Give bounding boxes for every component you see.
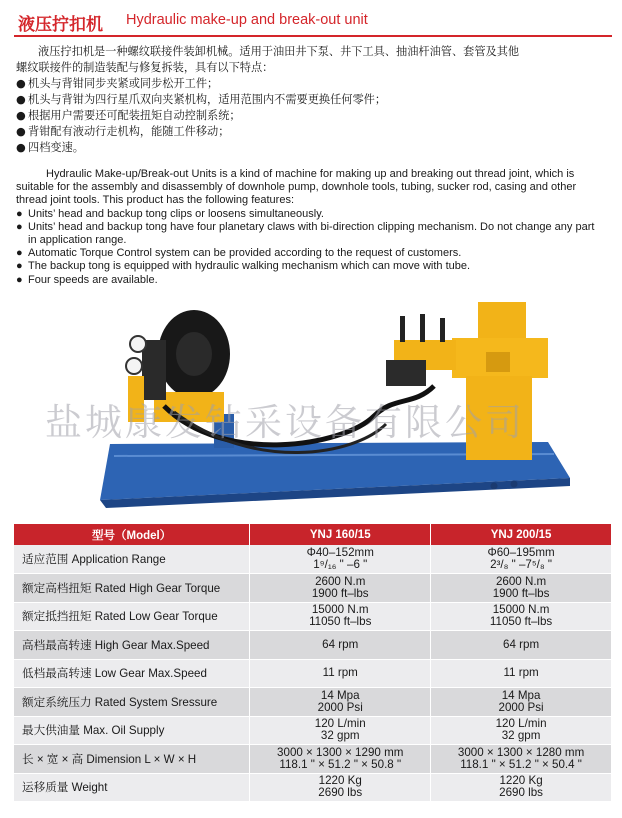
chinese-feature [16, 140, 606, 156]
bullet-icon: ● [16, 93, 26, 106]
watermark: 盐城康发钻采设备有限公司 [45, 401, 525, 444]
chinese-feature-text: 机头与背钳同步夹紧或同步松开工件； [28, 77, 219, 90]
header [14, 8, 612, 38]
english-intro: Hydraulic Make-up/Break-out Units is a kind of machine for making up and breaking out thread joint, which is suitable for the assembly and disassembly of downhole pump, downhole tools, tubing, sucker rod, casing and other thread joint tools. This product has the following features: [16, 168, 577, 207]
value-ynj200: 15000 N.m 11050 ft–lbs [431, 602, 612, 631]
value-ynj160: 14 Mpa 2000 Psi [250, 688, 431, 717]
spec-header-row [14, 524, 612, 545]
value-ynj160: 11 rpm [250, 659, 431, 688]
english-feature-text: Four speeds are available. [28, 273, 158, 286]
table-row [14, 602, 612, 631]
english-description [16, 168, 606, 287]
row-label: 额定抵挡扭矩 Rated Low Gear Torque [14, 602, 250, 631]
row-label: 运移质量 Weight [14, 773, 250, 802]
value-ynj200: 64 rpm [431, 631, 612, 660]
english-feature-text: Units’ head and backup tong clips or loosens simultaneously. [28, 207, 324, 220]
row-label: 额定高档扭矩 Rated High Gear Torque [14, 574, 250, 603]
value-ynj160: 2600 N.m 1900 ft–lbs [250, 574, 431, 603]
row-label: 长 × 宽 × 高 Dimension L × W × H [14, 745, 250, 774]
chinese-feature-text: 机头与背钳为四行星爪双向夹紧机构，适用范围内不需要更换任何零件； [28, 93, 387, 106]
english-feature [16, 260, 606, 273]
header-ynj200: YNJ 200/15 [431, 524, 612, 545]
chinese-feature [16, 92, 606, 108]
chinese-description [16, 44, 606, 156]
row-label: 低档最高转速 Low Gear Max.Speed [14, 659, 250, 688]
english-feature [16, 274, 606, 287]
value-ynj200: 11 rpm [431, 659, 612, 688]
english-feature [16, 208, 606, 221]
title-underline [14, 35, 612, 37]
bullet-icon: ● [16, 77, 26, 90]
title-english: Hydraulic make-up and break-out unit [126, 12, 368, 28]
chinese-feature [16, 124, 606, 140]
value-ynj200: 2600 N.m 1900 ft–lbs [431, 574, 612, 603]
table-row [14, 659, 612, 688]
value-ynj160: 1220 Kg 2690 lbs [250, 773, 431, 802]
chinese-feature-text: 根据用户需要还可配装扭矩自动控制系统； [28, 109, 241, 122]
table-row [14, 688, 612, 717]
chinese-feature [16, 76, 606, 92]
bullet-icon: ● [16, 109, 26, 122]
value-ynj160: 3000 × 1300 × 1290 mm 118.1 " × 51.2 " × 50.8 " [250, 745, 431, 774]
bullet-icon: ● [16, 273, 23, 286]
table-row [14, 574, 612, 603]
bullet-icon: ● [16, 220, 23, 233]
bullet-icon: ● [16, 207, 23, 220]
value-ynj160: 120 L/min 32 gpm [250, 716, 431, 745]
english-feature-text: Units’ head and backup tong have four planetary claws with bi-direction clipping mechanism. Do not change any part in application range. [28, 220, 595, 247]
table-row [14, 545, 612, 574]
table-row [14, 716, 612, 745]
english-feature-text: The backup tong is equipped with hydraulic walking mechanism which can move with tube. [28, 260, 471, 273]
title-chinese: 液压拧扣机 [18, 15, 103, 35]
chinese-feature [16, 108, 606, 124]
value-ynj200: Φ60–195mm 2³/₈ " –7⁵/₈ " [431, 545, 612, 574]
english-feature [16, 221, 606, 247]
table-row [14, 773, 612, 802]
bullet-icon: ● [16, 125, 26, 138]
value-ynj200: 3000 × 1300 × 1280 mm 118.1 " × 51.2 " × 50.4 " [431, 745, 612, 774]
value-ynj160: 15000 N.m 11050 ft–lbs [250, 602, 431, 631]
english-feature-text: Automatic Torque Control system can be provided according to the request of customers. [28, 247, 462, 260]
value-ynj200: 120 L/min 32 gpm [431, 716, 612, 745]
bullet-icon: ● [16, 141, 26, 154]
english-feature [16, 247, 606, 260]
chinese-feature-text: 背钳配有液动行走机构，能随工件移动； [28, 125, 230, 138]
chinese-intro-line-2: 螺纹联接件的制造装配与修复拆装，具有以下特点： [16, 61, 274, 74]
spec-table [14, 524, 612, 802]
row-label: 适应范围 Application Range [14, 545, 250, 574]
chinese-feature-text: 四档变速。 [28, 141, 84, 154]
row-label: 额定系统压力 Rated System Sressure [14, 688, 250, 717]
value-ynj160: 64 rpm [250, 631, 431, 660]
chinese-intro-line-1: 液压拧扣机是一种螺纹联接件装卸机械。适用于油田井下泵、井下工具、抽油杆油管、套管及其他 [38, 45, 520, 58]
bullet-icon: ● [16, 247, 23, 260]
table-row [14, 631, 612, 660]
bullet-icon: ● [16, 260, 23, 273]
header-ynj160: YNJ 160/15 [250, 524, 431, 545]
table-row [14, 745, 612, 774]
row-label: 最大供油量 Max. Oil Supply [14, 716, 250, 745]
row-label: 高档最高转速 High Gear Max.Speed [14, 631, 250, 660]
value-ynj200: 14 Mpa 2000 Psi [431, 688, 612, 717]
header-model: 型号（Model） [14, 524, 250, 545]
value-ynj200: 1220 Kg 2690 lbs [431, 773, 612, 802]
value-ynj160: Φ40–152mm 1⁹/₁₆ " –6 " [250, 545, 431, 574]
